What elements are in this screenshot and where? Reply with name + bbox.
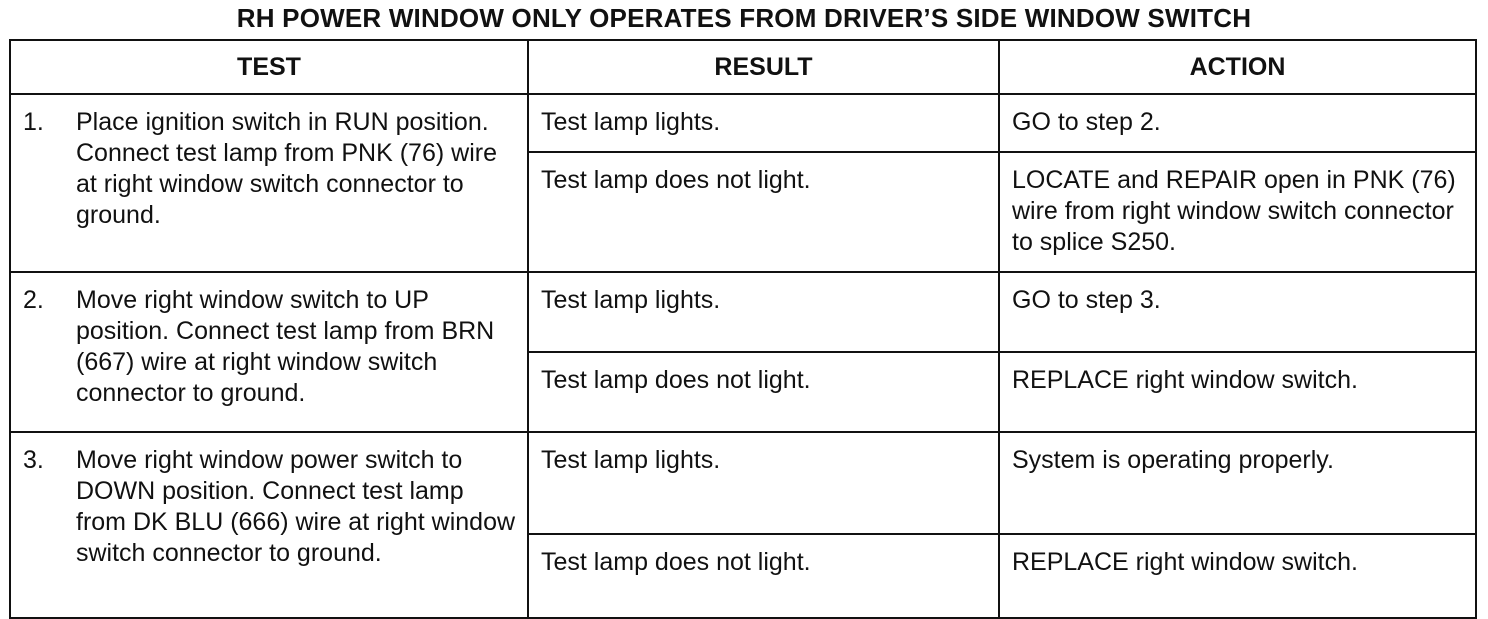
action-cell: LOCATE and REPAIR open in PNK (76) wire from right window switch connector to splice S250. xyxy=(999,152,1476,272)
header-row xyxy=(10,40,1476,94)
test-cell-step-1 xyxy=(10,94,528,272)
diagnostic-table xyxy=(9,39,1477,619)
header-result: RESULT xyxy=(528,40,999,94)
step-number: 2. xyxy=(23,286,44,314)
step-instruction: Place ignition switch in RUN position. Connect test lamp from PNK (76) wire at right window switch connector to ground. xyxy=(76,108,497,229)
result-cell: Test lamp lights. xyxy=(528,432,999,534)
result-cell: Test lamp lights. xyxy=(528,272,999,352)
action-cell: REPLACE right window switch. xyxy=(999,534,1476,618)
test-cell-step-2 xyxy=(10,272,528,432)
result-cell: Test lamp does not light. xyxy=(528,152,999,272)
action-cell: GO to step 3. xyxy=(999,272,1476,352)
result-cell: Test lamp does not light. xyxy=(528,534,999,618)
table-row xyxy=(10,272,1476,352)
page-title: RH POWER WINDOW ONLY OPERATES FROM DRIVER’S SIDE WINDOW SWITCH xyxy=(236,3,1252,33)
step-instruction: Move right window switch to UP position. Connect test lamp from BRN (667) wire at right window switch connector to ground. xyxy=(76,286,495,407)
header-action: ACTION xyxy=(999,40,1476,94)
action-cell: GO to step 2. xyxy=(999,94,1476,152)
step-number: 3. xyxy=(23,446,44,474)
action-cell: System is operating properly. xyxy=(999,432,1476,534)
result-cell: Test lamp lights. xyxy=(528,94,999,152)
step-instruction: Move right window power switch to DOWN position. Connect test lamp from DK BLU (666) wire at right window switch connector to ground. xyxy=(76,446,516,567)
table-row xyxy=(10,432,1476,534)
test-cell-step-3 xyxy=(10,432,528,618)
header-test: TEST xyxy=(10,40,528,94)
table-row xyxy=(10,94,1476,152)
result-cell: Test lamp does not light. xyxy=(528,352,999,432)
step-number: 1. xyxy=(23,108,44,136)
action-cell: REPLACE right window switch. xyxy=(999,352,1476,432)
